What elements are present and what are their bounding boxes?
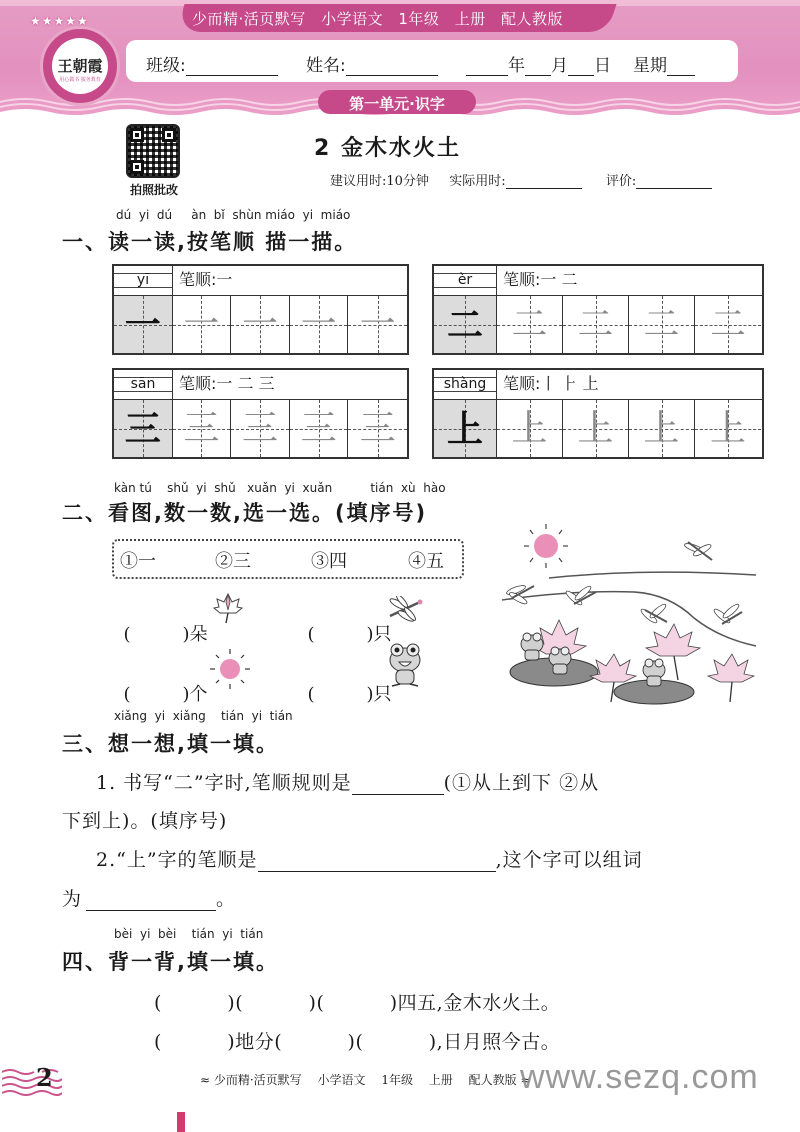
stroke-grid-san — [112, 368, 409, 459]
footer-series-name: ≈ 少而精·活页默写 — [200, 1073, 302, 1087]
unit-title: 第一单元·识字 — [349, 95, 445, 113]
stroke-order: 一 — [216, 270, 233, 289]
section3-pinyin: xiǎng yi xiǎng tián yi tián — [114, 709, 293, 723]
question-2-text-c: 为 — [62, 888, 83, 910]
paren-open: ( — [307, 624, 315, 645]
measure-word: )只 — [366, 624, 392, 645]
trace-char: 一 — [183, 303, 220, 345]
demo-cell — [114, 296, 173, 353]
section3-heading — [62, 728, 279, 758]
series-edition: 配人教版 — [500, 10, 563, 28]
trace-cell[interactable] — [497, 296, 563, 353]
question-1-continuation: 下到上)。(填序号) — [62, 810, 228, 832]
frog-icon — [386, 640, 424, 688]
rating-blank[interactable] — [636, 175, 712, 189]
trace-cell[interactable] — [173, 400, 232, 457]
trace-char: 二 — [643, 303, 680, 345]
footer-edition: 配人教版 ≈ — [468, 1073, 531, 1087]
footer-volume: 上册 — [428, 1073, 453, 1087]
day-blank[interactable] — [568, 58, 594, 76]
rating-label: 评价: — [605, 174, 637, 189]
section4-heading — [62, 946, 279, 976]
date-field[interactable] — [466, 51, 695, 76]
year-label: 年 — [508, 56, 525, 76]
trace-cell[interactable] — [695, 296, 761, 353]
trace-char: 三 — [241, 407, 278, 449]
section4-title: 背一背,填一填。 — [108, 950, 279, 974]
series-subject: 小学语文 — [321, 10, 384, 28]
demo-cell — [114, 400, 173, 457]
star-icons: ★★★★★ — [30, 14, 89, 28]
trace-char: 一 — [300, 303, 337, 345]
trace-char: 二 — [577, 303, 614, 345]
demo-char: 三 — [124, 407, 161, 450]
section1-number: 一、 — [62, 230, 108, 254]
trace-cell[interactable] — [629, 400, 695, 457]
class-blank[interactable] — [186, 58, 278, 76]
month-blank[interactable] — [525, 58, 551, 76]
stroke-order: 一 二 三 — [216, 374, 275, 393]
weekday-label: 星期 — [633, 56, 667, 76]
pond-scene-illustration — [494, 520, 774, 710]
year-blank[interactable] — [466, 58, 508, 76]
stroke-order-label: 笔顺: — [503, 374, 541, 393]
class-field[interactable] — [146, 51, 278, 76]
question-1-text: 1. 书写“二”字时,笔顺规则是 — [96, 772, 352, 794]
series-name: 少而精·活页默写 — [192, 10, 306, 28]
stroke-order: 一 二 — [540, 270, 578, 289]
rhyme-line-2[interactable]: ( )地分( )( ),日月照今古。 — [154, 1031, 561, 1053]
grid-pinyin: èr — [457, 272, 473, 288]
trace-char: 二 — [709, 303, 746, 345]
stroke-order-label: 笔顺: — [503, 270, 541, 289]
trace-cell[interactable] — [563, 296, 629, 353]
actual-time-blank[interactable] — [506, 175, 582, 189]
trace-cell[interactable] — [695, 400, 761, 457]
name-label: 姓名: — [306, 56, 346, 76]
trace-cell[interactable] — [290, 296, 349, 353]
stroke-grid-shang — [432, 368, 764, 459]
section4-pinyin: bèi yi bèi tián yi tián — [114, 927, 264, 941]
question-1-options: (①从上到下 ②从 — [443, 772, 600, 794]
logo-slogan: 用心做书 服务教育 — [59, 77, 101, 83]
day-label: 日 — [594, 56, 611, 76]
trace-char: 上 — [511, 407, 548, 449]
question-2-text: 2.“上”字的笔顺是 — [96, 849, 258, 871]
brand-logo — [40, 26, 120, 106]
question-1 — [96, 768, 599, 795]
word-blank[interactable] — [86, 891, 216, 911]
section1-pinyin: dú yi dú àn bǐ shùn miáo yi miáo — [116, 208, 351, 222]
trace-char: 一 — [359, 303, 396, 345]
count-lotus[interactable] — [112, 599, 208, 646]
grid-pinyin: shàng — [443, 376, 487, 392]
grid-pinyin: yī — [136, 272, 150, 288]
month-label: 月 — [551, 56, 568, 76]
paren-open: ( — [123, 624, 131, 645]
name-blank[interactable] — [346, 58, 438, 76]
actual-time-label: 实际用时: — [449, 174, 506, 189]
trace-cell[interactable] — [290, 400, 349, 457]
watermark: www.sezq.com — [520, 1058, 759, 1096]
sun-icon — [524, 524, 568, 568]
dragonfly-icon — [386, 596, 424, 622]
measure-word: )只 — [366, 684, 392, 705]
section4-number: 四、 — [62, 950, 108, 974]
question-2-text-b: ,这个字可以组词 — [495, 849, 643, 871]
series-grade: 1年级 — [398, 10, 440, 28]
trace-char: 上 — [643, 407, 680, 449]
section3-title: 想一想,填一填。 — [108, 732, 279, 756]
stroke-order-blank[interactable] — [258, 852, 496, 872]
section1-heading — [62, 226, 357, 256]
logo-name: 王朝霞 — [57, 57, 103, 75]
trace-cell[interactable] — [497, 400, 563, 457]
footer-subject: 小学语文 — [317, 1073, 366, 1087]
trace-cell[interactable] — [231, 400, 290, 457]
trace-char: 三 — [359, 407, 396, 449]
stroke-order: 丨 ⺊ 上 — [540, 374, 599, 393]
suggested-time: 建议用时:10分钟 — [330, 174, 429, 189]
option-2: ②三 — [215, 551, 251, 572]
demo-char: 一 — [124, 303, 161, 346]
trace-char: 三 — [300, 407, 337, 449]
question-2 — [96, 845, 643, 872]
section2-pinyin: kàn tú shǔ yi shǔ xuǎn yi xuǎn tián xù hào — [114, 481, 446, 495]
option-4: ④五 — [408, 551, 444, 572]
stroke-order-label: 笔顺: — [179, 374, 217, 393]
trace-char: 上 — [709, 407, 746, 449]
rhyme-line-1[interactable]: ( )( )( )四五,金木水火土。 — [154, 992, 561, 1014]
trace-cell[interactable] — [629, 296, 695, 353]
page-number: 2 — [36, 1063, 53, 1092]
sun-icon — [206, 646, 254, 692]
question-1-blank[interactable] — [352, 775, 444, 795]
grid-pinyin: sān — [130, 376, 156, 392]
weekday-blank[interactable] — [667, 58, 695, 76]
demo-cell — [434, 296, 497, 353]
section2-title: 看图,数一数,选一选。(填序号) — [108, 501, 428, 525]
lotus-icon — [212, 590, 244, 624]
trace-cell[interactable] — [348, 296, 407, 353]
trace-char: 上 — [577, 407, 614, 449]
trace-cell[interactable] — [348, 400, 407, 457]
stroke-grid-yi — [112, 264, 409, 355]
demo-cell — [434, 400, 497, 457]
footer-grade: 1年级 — [381, 1073, 413, 1087]
count-sun[interactable] — [112, 659, 208, 706]
footer-waves — [2, 1062, 62, 1102]
trace-cell[interactable] — [173, 296, 232, 353]
paren-open: ( — [307, 684, 315, 705]
option-1: ①一 — [120, 551, 156, 572]
time-info — [330, 170, 712, 189]
count-frog[interactable] — [296, 659, 392, 706]
bookmark-ribbon — [177, 1112, 185, 1132]
stroke-order-label: 笔顺: — [179, 270, 217, 289]
qr-code-icon[interactable] — [126, 124, 180, 178]
paren-open: ( — [123, 684, 131, 705]
lesson-title: 2 金木水火土 — [314, 136, 461, 161]
period: 。 — [216, 888, 237, 910]
class-label: 班级: — [146, 56, 186, 76]
series-title — [192, 8, 612, 30]
trace-char: 二 — [511, 303, 548, 345]
series-volume: 上册 — [454, 10, 486, 28]
question-2-continuation — [62, 884, 236, 911]
section3-number: 三、 — [62, 732, 108, 756]
trace-char: 三 — [183, 407, 220, 449]
trace-cell[interactable] — [563, 400, 629, 457]
section2-heading — [62, 497, 427, 527]
section1-title: 读一读,按笔顺 描一描。 — [108, 230, 358, 254]
count-dragonfly[interactable] — [296, 599, 392, 646]
measure-word: )个 — [182, 684, 208, 705]
name-field[interactable] — [306, 51, 438, 76]
page-header — [0, 0, 800, 118]
section2-number: 二、 — [62, 501, 108, 525]
footer-series — [200, 1071, 543, 1088]
option-3: ③四 — [311, 551, 347, 572]
demo-char: 上 — [446, 407, 483, 450]
stroke-grid-er — [432, 264, 764, 355]
qr-label: 拍照批改 — [129, 183, 178, 197]
trace-cell[interactable] — [231, 296, 290, 353]
trace-char: 一 — [241, 303, 278, 345]
measure-word: )朵 — [182, 624, 208, 645]
demo-char: 二 — [446, 303, 483, 346]
